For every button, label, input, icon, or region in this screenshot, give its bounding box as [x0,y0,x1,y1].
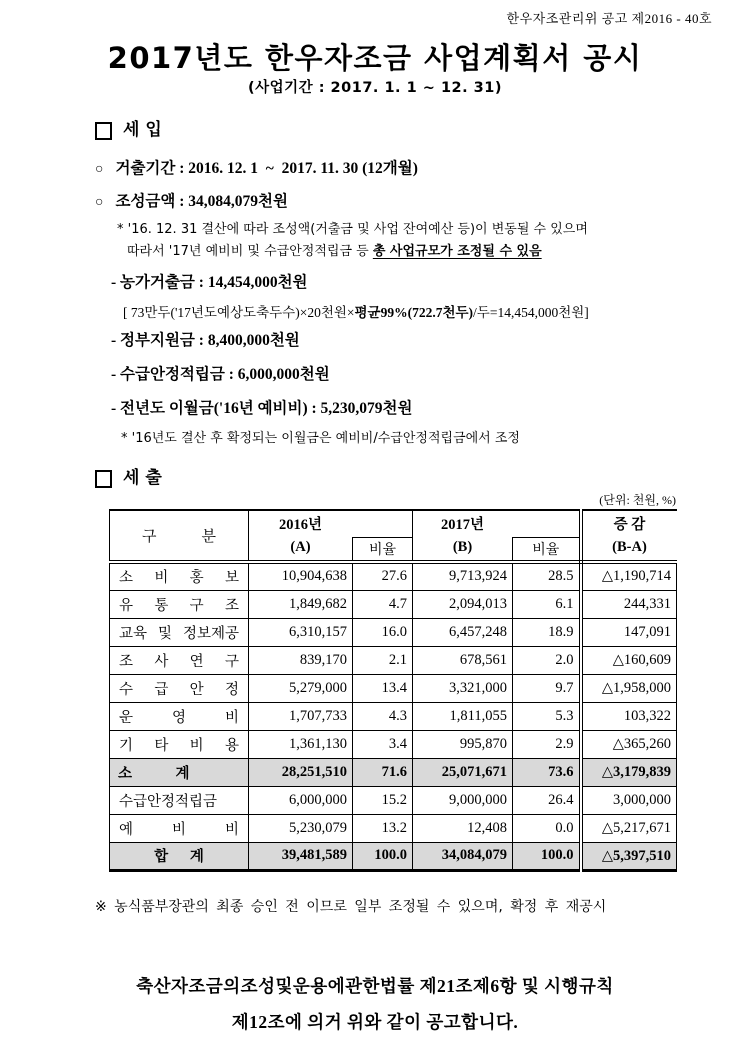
category-cell: 수 급 안 정 [110,674,249,702]
ratio-2017-cell: 28.5 [513,562,581,590]
expenditure-table-body [110,562,677,870]
diff-cell: △5,397,510 [581,842,677,870]
page-subtitle: (사업기간 : 2017. 1. 1 ~ 12. 31) [248,80,502,96]
gov-support-item: - 정부지원금 : 8,400,000천원 [111,332,300,349]
table-row [110,646,677,674]
circle-bullet-icon: ○ [95,195,104,210]
notice-number: 한우자조관리위 공고 제2016 - 40호 [506,11,712,26]
category-cell: 소 계 [110,758,249,786]
ratio-2016-cell: 71.6 [353,758,413,786]
diff-cell: △5,217,671 [581,814,677,842]
amount-2017-cell: 9,000,000 [413,786,513,814]
table-row [110,842,677,870]
diff-cell: 103,322 [581,702,677,730]
amount-2016-cell: 839,170 [249,646,353,674]
square-bullet-icon [95,470,112,488]
amount-2017-cell: 34,084,079 [413,842,513,870]
col-header-ratio-2017: 비율 [513,537,581,562]
footer-legal-line1: 축산자조금의조성및운용에관한법률 제21조제6항 및 시행규칙 [136,975,614,996]
amount-2017-cell: 2,094,013 [413,590,513,618]
formula-bold-part: 평균99%(722.7천두) [354,305,474,320]
revenue-note-2: * '16년도 결산 후 확정되는 이월금은 예비비/수급안정적립금에서 조정 [121,431,520,446]
ratio-2016-cell: 4.3 [353,702,413,730]
diff-cell: △1,190,714 [581,562,677,590]
category-cell: 교육 및 정보제공 [110,618,249,646]
ratio-2016-cell: 16.0 [353,618,413,646]
ratio-2016-cell: 27.6 [353,562,413,590]
col-header-diff-label: 증 감 [613,516,646,533]
note-line2-emphasis: 총 사업규모가 조정될 수 있음 [372,244,542,259]
diff-cell: △365,260 [581,730,677,758]
table-row [110,730,677,758]
ratio-2017-cell: 9.7 [513,674,581,702]
expenditure-heading-label: 세 출 [123,468,162,488]
category-cell: 소 비 홍 보 [110,562,249,590]
contribution-formula [123,301,710,321]
ratio-2016-cell: 3.4 [353,730,413,758]
revenue-note-1-line1: * '16. 12. 31 결산에 따라 조성액(거출금 및 사업 잔여예산 등)이 변동될 수 있으며 [117,222,588,237]
farm-contribution-item: - 농가거출금 : 14,454,000천원 [111,274,308,291]
diff-cell: 147,091 [581,618,677,646]
col-header-ratio-2016: 비율 [353,537,413,562]
revenue-section-heading [95,120,710,141]
note-line2-prefix: 따라서 '17년 예비비 및 수급안정적립금 등 [127,244,373,259]
category-cell: 운 영 비 [110,702,249,730]
table-row [110,758,677,786]
table-row [110,814,677,842]
diff-cell: △160,609 [581,646,677,674]
amount-2016-cell: 10,904,638 [249,562,353,590]
amount-2016-cell: 28,251,510 [249,758,353,786]
col-header-diff [581,510,677,562]
col-header-2017-sub: (B) [452,538,473,555]
ratio-2017-cell: 73.6 [513,758,581,786]
category-cell: 조 사 연 구 [110,646,249,674]
table-row [110,590,677,618]
amount-2016-cell: 1,849,682 [249,590,353,618]
amount-2017-cell: 1,811,055 [413,702,513,730]
formula-prefix: [ 73만두('17년도예상도축두수)×20천원× [123,305,355,320]
expenditure-section-heading [95,468,710,489]
square-bullet-icon [95,122,112,140]
ratio-2017-cell: 100.0 [513,842,581,870]
footer-legal-line2: 제12조에 의거 위와 같이 공고합니다. [231,1011,519,1032]
header-spacer [513,510,581,537]
amount-2016-cell: 1,361,130 [249,730,353,758]
amount-2016-cell: 5,230,079 [249,814,353,842]
amount-2017-cell: 9,713,924 [413,562,513,590]
category-cell: 예 비 비 [110,814,249,842]
amount-2016-cell: 39,481,589 [249,842,353,870]
diff-cell: △3,179,839 [581,758,677,786]
expenditure-table [109,509,677,872]
table-header [110,510,677,562]
amount-2017-cell: 12,408 [413,814,513,842]
amount-2016-cell: 6,310,157 [249,618,353,646]
category-cell: 유 통 구 조 [110,590,249,618]
ratio-2016-cell: 100.0 [353,842,413,870]
ratio-2017-cell: 18.9 [513,618,581,646]
table-row [110,674,677,702]
revenue-heading-label: 세 입 [123,120,162,140]
category-cell: 기 타 비 용 [110,730,249,758]
ratio-2016-cell: 13.4 [353,674,413,702]
legal-footer [0,968,750,1040]
circle-bullet-icon: ○ [95,162,104,177]
diff-cell: 3,000,000 [581,786,677,814]
header-spacer [353,510,413,537]
col-header-2016-year: 2016년 [278,516,322,533]
category-cell: 수급안정적립금 [110,786,249,814]
stability-fund-item: - 수급안정적립금 : 6,000,000천원 [111,366,330,383]
table-row [110,702,677,730]
ratio-2017-cell: 2.0 [513,646,581,674]
amount-2017-cell: 678,561 [413,646,513,674]
amount-2016-cell: 1,707,733 [249,702,353,730]
table-row [110,618,677,646]
unit-label: (단위: 천원, %) [599,493,676,507]
collection-period-item [95,156,710,178]
collection-period-text: 거출기간 : 2016. 12. 1 ~ 2017. 11. 30 (12개월) [115,160,418,177]
ratio-2016-cell: 15.2 [353,786,413,814]
expenditure-table-wrap [109,493,676,872]
ratio-2016-cell: 4.7 [353,590,413,618]
content-area [0,120,750,916]
amount-2017-cell: 6,457,248 [413,618,513,646]
category-cell: 합 계 [110,842,249,870]
col-header-2017 [413,510,513,562]
revenue-note-1 [117,219,710,263]
carryover-item: - 전년도 이월금('16년 예비비) : 5,230,079천원 [111,400,413,417]
ratio-2017-cell: 5.3 [513,702,581,730]
table-row [110,786,677,814]
diff-cell: 244,331 [581,590,677,618]
col-header-category: 구 분 [110,510,249,562]
ratio-2017-cell: 2.9 [513,730,581,758]
ratio-2016-cell: 13.2 [353,814,413,842]
amount-2017-cell: 995,870 [413,730,513,758]
col-header-2016-sub: (A) [290,538,311,555]
revenue-note-1-line2 [117,241,710,263]
funding-amount-item [95,189,710,211]
amount-2016-cell: 6,000,000 [249,786,353,814]
ratio-2017-cell: 26.4 [513,786,581,814]
ratio-2017-cell: 6.1 [513,590,581,618]
ratio-2017-cell: 0.0 [513,814,581,842]
ratio-2016-cell: 2.1 [353,646,413,674]
amount-2016-cell: 5,279,000 [249,674,353,702]
col-header-2016 [249,510,353,562]
col-header-2017-year: 2017년 [440,516,484,533]
amount-2017-cell: 3,321,000 [413,674,513,702]
page-title: 2017년도 한우자조금 사업계획서 공시 [107,41,643,75]
table-row [110,562,677,590]
amount-2017-cell: 25,071,671 [413,758,513,786]
funding-amount-text: 조성금액 : 34,084,079천원 [115,193,288,210]
diff-cell: △1,958,000 [581,674,677,702]
col-header-diff-sub: (B-A) [612,538,647,555]
formula-suffix: /두=14,454,000천원] [473,305,589,320]
approval-footnote: ※ 농식품부장관의 최종 승인 전 이므로 일부 조정될 수 있으며, 확정 후 재공시 [95,898,607,915]
